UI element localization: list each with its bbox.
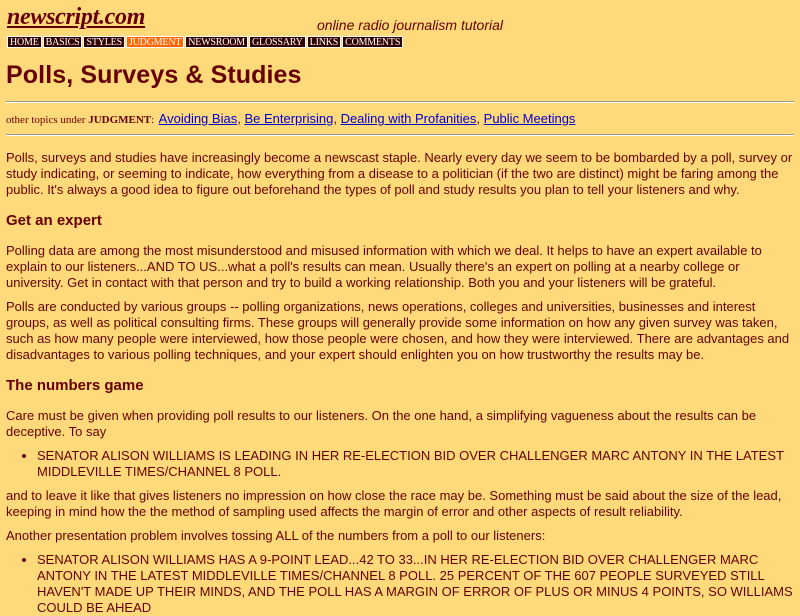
numbers-paragraph-3: Another presentation problem involves tossing ALL of the numbers from a poll to our listeners: [6, 528, 546, 543]
topics-section: JUDGMENT [88, 114, 152, 126]
nav-newsroom[interactable]: NEWSROOM [185, 36, 248, 48]
topics-prefix [6, 114, 154, 126]
nav-basics[interactable]: BASICS [43, 36, 83, 48]
example-list-2 [6, 552, 794, 616]
article-body [6, 150, 794, 616]
numbers-paragraph-2: and to leave it like that gives listeners no impression on how close the race may be. Something must be said about the size of the lead, keeping in mind how the the method of sampling used affects the margin of error and other aspects of result reliability. [6, 488, 782, 519]
topics-colon: : [151, 114, 155, 126]
topic-link-avoiding-bias[interactable]: Avoiding Bias [158, 111, 238, 126]
nav-styles[interactable]: STYLES [83, 36, 124, 48]
nav-comments[interactable]: COMMENTS [342, 36, 403, 48]
intro-paragraph: Polls, surveys and studies have increasingly become a newscast staple. Nearly every day we seem to be bombarded by a poll, survey or study indicating, or seeming to indicate, how everything from a disease to a politician (if the two are distinct) might be faring among the public. It's always a good idea to figure out beforehand the types of poll and study results you plan to tell your listeners and why. [6, 150, 793, 197]
topics-prefix-text: other topics under [6, 114, 89, 126]
expert-paragraph-2: Polls are conducted by various groups -- polling organizations, news operations, colleges and universities, businesses and interest groups, as well as political consulting firms. These groups will generally provide some information on how any given survey was taken, such as how many people were interviewed, how those people were chosen, and how they were interviewed. There are advantages and disadvantages to various polling techniques, and your expert should enlighten you on how trustworthy the results may be. [6, 299, 790, 362]
page-title: Polls, Surveys & Studies [6, 61, 302, 89]
heading-numbers-game: The numbers game [6, 377, 144, 394]
nav-judgment[interactable]: JUDGMENT [126, 36, 184, 48]
nav-links[interactable]: LINKS [307, 36, 341, 48]
nav-home[interactable]: HOME [7, 36, 42, 48]
topic-link-dealing-with-profanities[interactable]: Dealing with Profanities [340, 111, 477, 126]
topic-link-public-meetings[interactable]: Public Meetings [483, 111, 576, 126]
example-bullet-1: • SENATOR ALISON WILLIAMS IS LEADING IN HER RE-ELECTION BID OVER CHALLENGER MARC ANTONY IN THE LATEST MIDDLEVILLE TIMES/CHANNEL 8 POLL. [37, 448, 794, 480]
nav-glossary[interactable]: GLOSSARY [249, 36, 306, 48]
topic-link-be-enterprising[interactable]: Be Enterprising [244, 111, 334, 126]
example-list-1 [6, 448, 794, 480]
masthead [6, 6, 794, 36]
divider-top [6, 101, 794, 103]
nav-bar [7, 36, 794, 48]
site-logo[interactable]: newscript.com [7, 4, 146, 30]
heading-get-an-expert: Get an expert [6, 212, 102, 229]
expert-paragraph-1: Polling data are among the most misunderstood and misused information with which we deal. It helps to have an expert available to explain to our listeners...AND TO US...what a poll's results can mean. Usually there's an expert on polling at a nearby college or university. Get in contact with that person and try to build a working relationship. Both you and your listeners will be grateful. [6, 243, 762, 290]
numbers-paragraph-1: Care must be given when providing poll results to our listeners. On the one hand, a simplifying vagueness about the results can be deceptive. To say [6, 408, 757, 439]
divider-bottom [6, 134, 794, 136]
related-topics: other topics under JUDGMENT: Avoiding Bias, Be Enterprising, Dealing with Profanities, Public Meetings [6, 101, 794, 136]
example-bullet-2: • SENATOR ALISON WILLIAMS HAS A 9-POINT LEAD...42 TO 33...IN HER RE-ELECTION BID OVER CHALLENGER MARC ANTONY IN THE LATEST MIDDLEVILLE TIMES/CHANNEL 8 POLL. 25 PERCENT OF THE 607 PEOPLE SURVEYED STILL HAVEN'T MADE UP THEIR MINDS, AND THE POLL HAS A MARGIN OF ERROR OF PLUS OR MINUS 4 POINTS, SO WILLIAMS COULD BE AHEAD [37, 552, 794, 616]
site-tagline: online radio journalism tutorial [317, 17, 503, 33]
